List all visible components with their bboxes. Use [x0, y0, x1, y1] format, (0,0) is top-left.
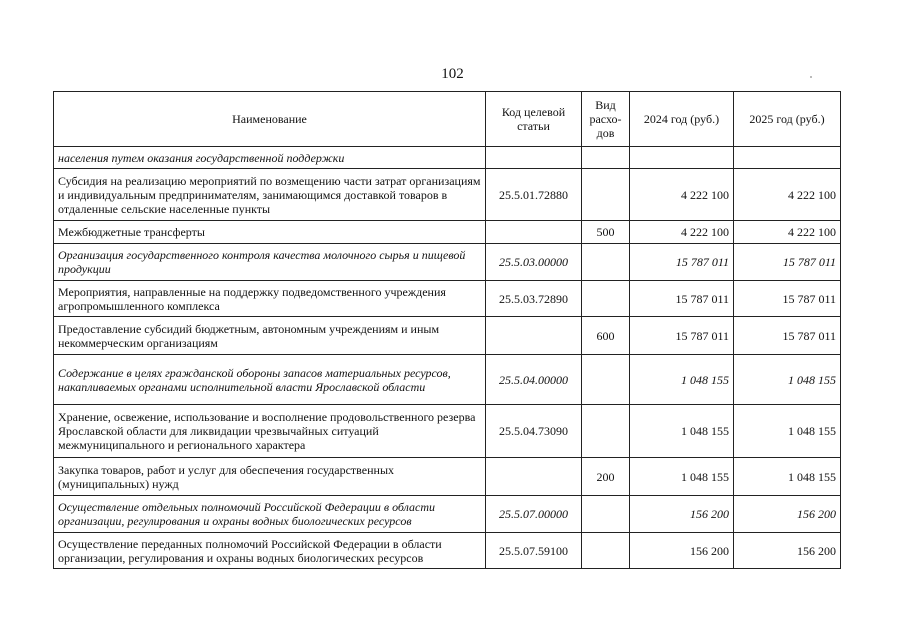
cell-name: Организация государственного контроля качества молочного сырья и пищевой продукции — [54, 244, 486, 281]
cell-name: населения путем оказания государственной поддержки — [54, 147, 486, 169]
cell-name: Субсидия на реализацию мероприятий по возмещению части затрат организациям и индивидуальным предпринимателям, занимающимся доставкой товаров в отдаленные сельские населенные пункты — [54, 169, 486, 221]
cell-2025: 1 048 155 — [734, 405, 841, 458]
table-row — [54, 244, 841, 281]
cell-2024: 1 048 155 — [630, 458, 734, 496]
cell-name: Закупка товаров, работ и услуг для обеспечения государственных (муниципальных) нужд — [54, 458, 486, 496]
cell-2025: 15 787 011 — [734, 281, 841, 317]
cell-code — [486, 221, 582, 244]
header-code: Код целевой статьи — [486, 92, 582, 147]
cell-code: 25.5.03.72890 — [486, 281, 582, 317]
table-row — [54, 496, 841, 533]
scan-speck — [810, 76, 812, 78]
header-2024: 2024 год (руб.) — [630, 92, 734, 147]
cell-2025: 1 048 155 — [734, 355, 841, 405]
cell-2024: 156 200 — [630, 496, 734, 533]
header-2025: 2025 год (руб.) — [734, 92, 841, 147]
table-row — [54, 169, 841, 221]
cell-vid — [582, 147, 630, 169]
header-name: Наименование — [54, 92, 486, 147]
cell-2024: 4 222 100 — [630, 169, 734, 221]
cell-2024: 1 048 155 — [630, 405, 734, 458]
cell-code: 25.5.04.73090 — [486, 405, 582, 458]
cell-name: Осуществление отдельных полномочий Российской Федерации в области организации, регулирования и охраны водных биологических ресурсов — [54, 496, 486, 533]
table-row — [54, 281, 841, 317]
table-row — [54, 317, 841, 355]
table-row — [54, 458, 841, 496]
cell-code: 25.5.01.72880 — [486, 169, 582, 221]
cell-code: 25.5.03.00000 — [486, 244, 582, 281]
cell-2025: 156 200 — [734, 533, 841, 569]
cell-vid: 200 — [582, 458, 630, 496]
cell-vid: 600 — [582, 317, 630, 355]
header-vid: Вид расхо-дов — [582, 92, 630, 147]
cell-2024: 15 787 011 — [630, 244, 734, 281]
cell-code: 25.5.07.59100 — [486, 533, 582, 569]
cell-2025: 15 787 011 — [734, 317, 841, 355]
cell-name: Содержание в целях гражданской обороны запасов материальных ресурсов, накапливаемых органами исполнительной власти Ярославской области — [54, 355, 486, 405]
table-row — [54, 355, 841, 405]
cell-2024: 1 048 155 — [630, 355, 734, 405]
page-number: 102 — [441, 66, 464, 82]
cell-name: Хранение, освежение, использование и восполнение продовольственного резерва Ярославской области для ликвидации чрезвычайных ситуаций межмуниципального и регионального характера — [54, 405, 486, 458]
cell-2025: 15 787 011 — [734, 244, 841, 281]
cell-vid — [582, 533, 630, 569]
cell-name: Предоставление субсидий бюджетным, автономным учреждениям и иным некоммерческим организациям — [54, 317, 486, 355]
cell-vid — [582, 355, 630, 405]
cell-2024: 4 222 100 — [630, 221, 734, 244]
cell-code — [486, 458, 582, 496]
cell-name: Межбюджетные трансферты — [54, 221, 486, 244]
cell-name: Осуществление переданных полномочий Российской Федерации в области организации, регулирования и охраны водных биологических ресурсов — [54, 533, 486, 569]
cell-vid — [582, 244, 630, 281]
cell-vid — [582, 169, 630, 221]
table-body — [54, 147, 841, 569]
cell-vid — [582, 405, 630, 458]
cell-2025: 4 222 100 — [734, 221, 841, 244]
cell-vid — [582, 496, 630, 533]
header-row — [54, 92, 841, 147]
cell-2025: 156 200 — [734, 496, 841, 533]
table-row — [54, 147, 841, 169]
table-row — [54, 221, 841, 244]
cell-2025 — [734, 147, 841, 169]
cell-2025: 1 048 155 — [734, 458, 841, 496]
cell-name: Мероприятия, направленные на поддержку подведомственного учреждения агропромышленного комплекса — [54, 281, 486, 317]
table-row — [54, 405, 841, 458]
cell-code — [486, 317, 582, 355]
cell-2024: 15 787 011 — [630, 281, 734, 317]
budget-table — [53, 91, 841, 569]
cell-2025: 4 222 100 — [734, 169, 841, 221]
cell-code — [486, 147, 582, 169]
cell-2024: 15 787 011 — [630, 317, 734, 355]
cell-2024: 156 200 — [630, 533, 734, 569]
cell-vid: 500 — [582, 221, 630, 244]
cell-code: 25.5.07.00000 — [486, 496, 582, 533]
cell-vid — [582, 281, 630, 317]
cell-2024 — [630, 147, 734, 169]
table-row — [54, 533, 841, 569]
cell-code: 25.5.04.00000 — [486, 355, 582, 405]
